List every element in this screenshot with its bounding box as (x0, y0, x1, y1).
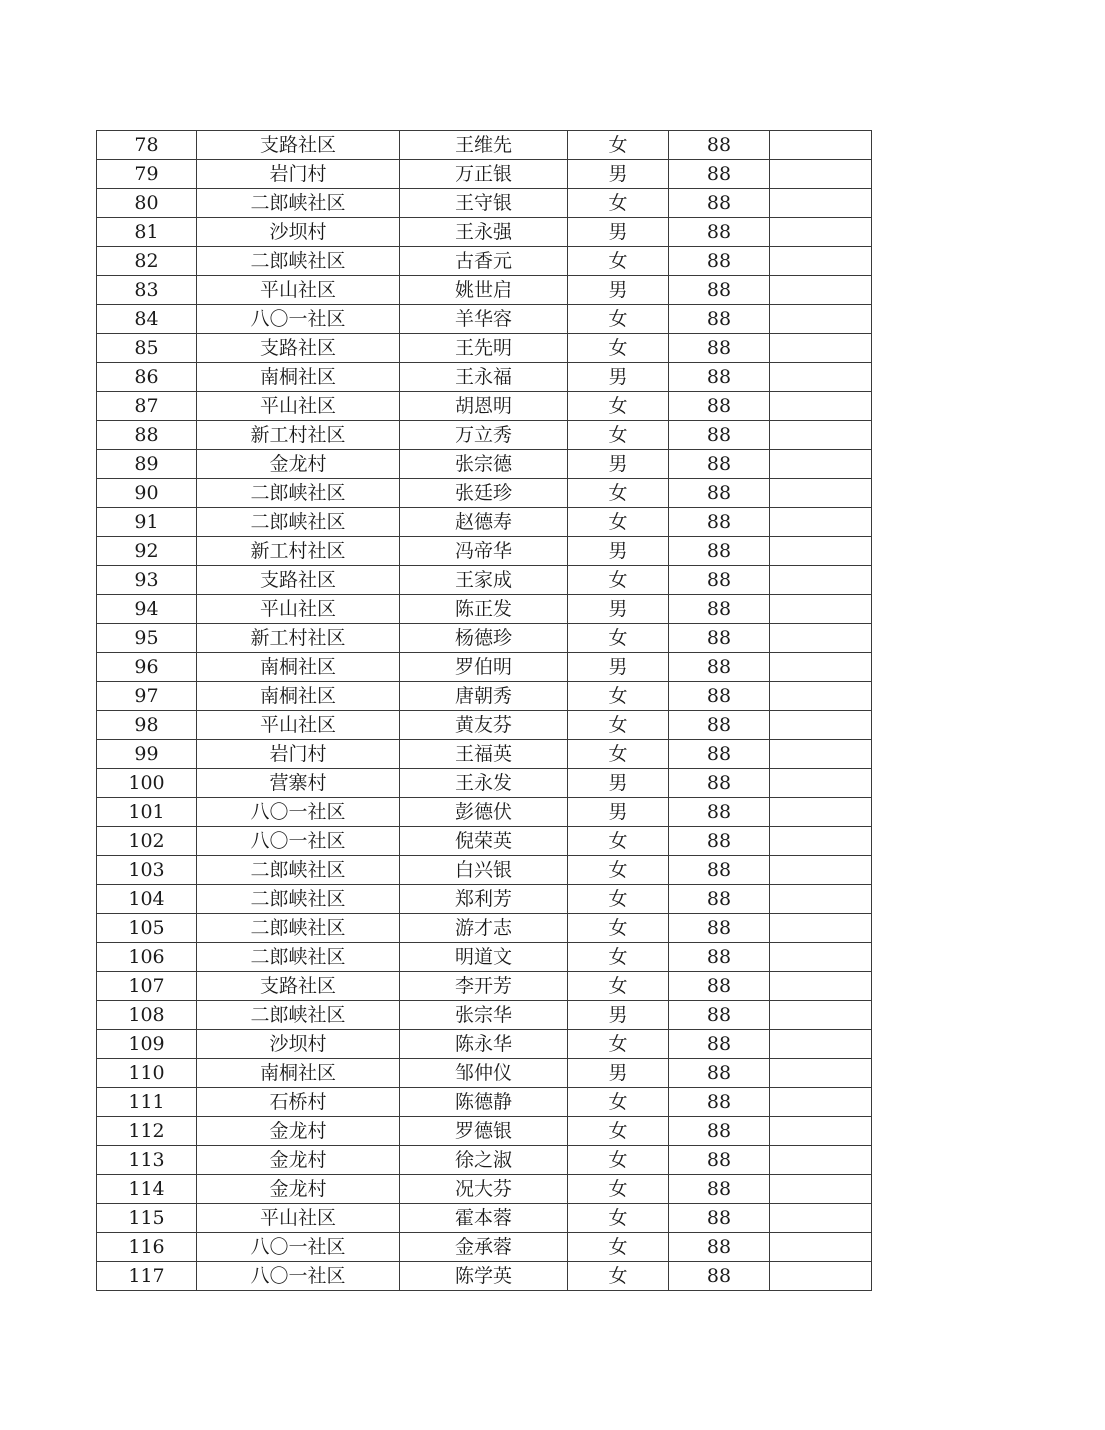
gender-cell: 男 (568, 218, 669, 247)
table-row (97, 479, 872, 508)
row-number-cell: 86 (97, 363, 197, 392)
community-cell: 新工村社区 (197, 421, 400, 450)
table-row (97, 624, 872, 653)
row-number-cell: 115 (97, 1204, 197, 1233)
age-cell: 88 (669, 218, 770, 247)
name-cell: 李开芳 (400, 972, 568, 1001)
note-cell (770, 363, 872, 392)
gender-cell: 女 (568, 1117, 669, 1146)
age-cell: 88 (669, 1233, 770, 1262)
age-cell: 88 (669, 450, 770, 479)
age-cell: 88 (669, 189, 770, 218)
row-number-cell: 108 (97, 1001, 197, 1030)
table-row (97, 1233, 872, 1262)
community-cell: 营寨村 (197, 769, 400, 798)
row-number-cell: 83 (97, 276, 197, 305)
community-cell: 岩门村 (197, 740, 400, 769)
community-cell: 八〇一社区 (197, 798, 400, 827)
community-cell: 二郎峡社区 (197, 508, 400, 537)
age-cell: 88 (669, 1146, 770, 1175)
note-cell (770, 624, 872, 653)
table-row (97, 218, 872, 247)
community-cell: 平山社区 (197, 276, 400, 305)
age-cell: 88 (669, 479, 770, 508)
table-row (97, 363, 872, 392)
name-cell: 王先明 (400, 334, 568, 363)
table-row (97, 160, 872, 189)
age-cell: 88 (669, 160, 770, 189)
gender-cell: 女 (568, 682, 669, 711)
row-number-cell: 80 (97, 189, 197, 218)
age-cell: 88 (669, 769, 770, 798)
age-cell: 88 (669, 363, 770, 392)
gender-cell: 女 (568, 827, 669, 856)
table-row (97, 972, 872, 1001)
name-cell: 王永发 (400, 769, 568, 798)
table-row (97, 1030, 872, 1059)
age-cell: 88 (669, 334, 770, 363)
note-cell (770, 392, 872, 421)
note-cell (770, 160, 872, 189)
name-cell: 游才志 (400, 914, 568, 943)
note-cell (770, 508, 872, 537)
name-cell: 霍本蓉 (400, 1204, 568, 1233)
table-row (97, 653, 872, 682)
community-cell: 石桥村 (197, 1088, 400, 1117)
table-row (97, 1204, 872, 1233)
name-cell: 姚世启 (400, 276, 568, 305)
age-cell: 88 (669, 1001, 770, 1030)
age-cell: 88 (669, 305, 770, 334)
name-cell: 王福英 (400, 740, 568, 769)
table-row (97, 305, 872, 334)
community-cell: 支路社区 (197, 334, 400, 363)
note-cell (770, 218, 872, 247)
gender-cell: 女 (568, 508, 669, 537)
community-cell: 二郎峡社区 (197, 1001, 400, 1030)
name-cell: 万立秀 (400, 421, 568, 450)
note-cell (770, 885, 872, 914)
age-cell: 88 (669, 508, 770, 537)
community-cell: 岩门村 (197, 160, 400, 189)
note-cell (770, 247, 872, 276)
community-cell: 二郎峡社区 (197, 943, 400, 972)
gender-cell: 女 (568, 334, 669, 363)
gender-cell: 女 (568, 1146, 669, 1175)
row-number-cell: 87 (97, 392, 197, 421)
name-cell: 郑利芳 (400, 885, 568, 914)
table-row (97, 740, 872, 769)
age-cell: 88 (669, 798, 770, 827)
community-cell: 八〇一社区 (197, 305, 400, 334)
table-row (97, 711, 872, 740)
age-cell: 88 (669, 827, 770, 856)
row-number-cell: 112 (97, 1117, 197, 1146)
table-row (97, 1088, 872, 1117)
table-row (97, 1117, 872, 1146)
community-cell: 沙坝村 (197, 218, 400, 247)
community-cell: 金龙村 (197, 1117, 400, 1146)
note-cell (770, 653, 872, 682)
row-number-cell: 97 (97, 682, 197, 711)
table-row (97, 450, 872, 479)
name-cell: 白兴银 (400, 856, 568, 885)
community-cell: 支路社区 (197, 131, 400, 160)
community-cell: 金龙村 (197, 450, 400, 479)
note-cell (770, 479, 872, 508)
row-number-cell: 92 (97, 537, 197, 566)
gender-cell: 女 (568, 885, 669, 914)
name-cell: 冯帝华 (400, 537, 568, 566)
note-cell (770, 827, 872, 856)
row-number-cell: 79 (97, 160, 197, 189)
community-cell: 八〇一社区 (197, 1262, 400, 1291)
community-cell: 二郎峡社区 (197, 856, 400, 885)
age-cell: 88 (669, 711, 770, 740)
gender-cell: 男 (568, 595, 669, 624)
name-cell: 古香元 (400, 247, 568, 276)
age-cell: 88 (669, 1088, 770, 1117)
age-cell: 88 (669, 972, 770, 1001)
community-cell: 平山社区 (197, 711, 400, 740)
table-row (97, 595, 872, 624)
name-cell: 金承蓉 (400, 1233, 568, 1262)
gender-cell: 女 (568, 305, 669, 334)
note-cell (770, 450, 872, 479)
community-cell: 沙坝村 (197, 1030, 400, 1059)
gender-cell: 女 (568, 392, 669, 421)
row-number-cell: 114 (97, 1175, 197, 1204)
name-cell: 王守银 (400, 189, 568, 218)
row-number-cell: 78 (97, 131, 197, 160)
community-cell: 金龙村 (197, 1146, 400, 1175)
gender-cell: 女 (568, 131, 669, 160)
note-cell (770, 595, 872, 624)
age-cell: 88 (669, 885, 770, 914)
age-cell: 88 (669, 1175, 770, 1204)
age-cell: 88 (669, 740, 770, 769)
community-cell: 平山社区 (197, 1204, 400, 1233)
note-cell (770, 943, 872, 972)
community-cell: 南桐社区 (197, 653, 400, 682)
table-row (97, 189, 872, 218)
community-cell: 八〇一社区 (197, 1233, 400, 1262)
table-row (97, 1146, 872, 1175)
table-row (97, 798, 872, 827)
row-number-cell: 90 (97, 479, 197, 508)
table-row (97, 334, 872, 363)
community-cell: 新工村社区 (197, 624, 400, 653)
note-cell (770, 740, 872, 769)
age-cell: 88 (669, 856, 770, 885)
name-cell: 杨德珍 (400, 624, 568, 653)
community-cell: 南桐社区 (197, 363, 400, 392)
age-cell: 88 (669, 131, 770, 160)
row-number-cell: 91 (97, 508, 197, 537)
age-cell: 88 (669, 1117, 770, 1146)
gender-cell: 女 (568, 914, 669, 943)
community-cell: 支路社区 (197, 566, 400, 595)
table-row (97, 1001, 872, 1030)
age-cell: 88 (669, 276, 770, 305)
roster-table (96, 130, 872, 1291)
row-number-cell: 101 (97, 798, 197, 827)
table-row (97, 943, 872, 972)
name-cell: 羊华容 (400, 305, 568, 334)
note-cell (770, 566, 872, 595)
note-cell (770, 276, 872, 305)
note-cell (770, 1146, 872, 1175)
note-cell (770, 856, 872, 885)
age-cell: 88 (669, 682, 770, 711)
row-number-cell: 105 (97, 914, 197, 943)
name-cell: 唐朝秀 (400, 682, 568, 711)
community-cell: 平山社区 (197, 392, 400, 421)
row-number-cell: 94 (97, 595, 197, 624)
name-cell: 赵德寿 (400, 508, 568, 537)
row-number-cell: 81 (97, 218, 197, 247)
age-cell: 88 (669, 392, 770, 421)
note-cell (770, 914, 872, 943)
age-cell: 88 (669, 537, 770, 566)
note-cell (770, 131, 872, 160)
note-cell (770, 1117, 872, 1146)
age-cell: 88 (669, 653, 770, 682)
gender-cell: 男 (568, 1059, 669, 1088)
row-number-cell: 110 (97, 1059, 197, 1088)
gender-cell: 女 (568, 624, 669, 653)
community-cell: 平山社区 (197, 595, 400, 624)
community-cell: 支路社区 (197, 972, 400, 1001)
note-cell (770, 798, 872, 827)
row-number-cell: 88 (97, 421, 197, 450)
row-number-cell: 93 (97, 566, 197, 595)
table-row (97, 827, 872, 856)
row-number-cell: 82 (97, 247, 197, 276)
row-number-cell: 113 (97, 1146, 197, 1175)
gender-cell: 男 (568, 1001, 669, 1030)
name-cell: 徐之淑 (400, 1146, 568, 1175)
row-number-cell: 100 (97, 769, 197, 798)
name-cell: 倪荣英 (400, 827, 568, 856)
name-cell: 张宗德 (400, 450, 568, 479)
note-cell (770, 189, 872, 218)
age-cell: 88 (669, 1204, 770, 1233)
row-number-cell: 85 (97, 334, 197, 363)
name-cell: 张廷珍 (400, 479, 568, 508)
name-cell: 陈德静 (400, 1088, 568, 1117)
row-number-cell: 103 (97, 856, 197, 885)
note-cell (770, 421, 872, 450)
gender-cell: 女 (568, 479, 669, 508)
note-cell (770, 1059, 872, 1088)
name-cell: 陈正发 (400, 595, 568, 624)
gender-cell: 男 (568, 160, 669, 189)
name-cell: 罗德银 (400, 1117, 568, 1146)
age-cell: 88 (669, 943, 770, 972)
gender-cell: 男 (568, 276, 669, 305)
gender-cell: 女 (568, 1175, 669, 1204)
name-cell: 黄友芬 (400, 711, 568, 740)
gender-cell: 女 (568, 1262, 669, 1291)
gender-cell: 女 (568, 972, 669, 1001)
gender-cell: 女 (568, 1204, 669, 1233)
row-number-cell: 96 (97, 653, 197, 682)
table-row (97, 1059, 872, 1088)
community-cell: 二郎峡社区 (197, 247, 400, 276)
row-number-cell: 107 (97, 972, 197, 1001)
gender-cell: 女 (568, 1233, 669, 1262)
name-cell: 王维先 (400, 131, 568, 160)
age-cell: 88 (669, 566, 770, 595)
community-cell: 二郎峡社区 (197, 189, 400, 218)
table-row (97, 1262, 872, 1291)
note-cell (770, 1001, 872, 1030)
gender-cell: 女 (568, 1030, 669, 1059)
note-cell (770, 537, 872, 566)
table-row (97, 914, 872, 943)
gender-cell: 男 (568, 450, 669, 479)
note-cell (770, 1262, 872, 1291)
row-number-cell: 116 (97, 1233, 197, 1262)
note-cell (770, 1175, 872, 1204)
age-cell: 88 (669, 421, 770, 450)
table-row (97, 856, 872, 885)
gender-cell: 男 (568, 537, 669, 566)
name-cell: 陈学英 (400, 1262, 568, 1291)
gender-cell: 男 (568, 363, 669, 392)
community-cell: 南桐社区 (197, 682, 400, 711)
age-cell: 88 (669, 1262, 770, 1291)
age-cell: 88 (669, 595, 770, 624)
row-number-cell: 106 (97, 943, 197, 972)
note-cell (770, 305, 872, 334)
community-cell: 八〇一社区 (197, 827, 400, 856)
note-cell (770, 682, 872, 711)
gender-cell: 女 (568, 711, 669, 740)
name-cell: 胡恩明 (400, 392, 568, 421)
row-number-cell: 109 (97, 1030, 197, 1059)
age-cell: 88 (669, 1030, 770, 1059)
gender-cell: 女 (568, 1088, 669, 1117)
table-row (97, 537, 872, 566)
table-row (97, 682, 872, 711)
name-cell: 况大芬 (400, 1175, 568, 1204)
community-cell: 二郎峡社区 (197, 914, 400, 943)
gender-cell: 女 (568, 856, 669, 885)
gender-cell: 女 (568, 421, 669, 450)
row-number-cell: 102 (97, 827, 197, 856)
note-cell (770, 1030, 872, 1059)
table-row (97, 769, 872, 798)
gender-cell: 女 (568, 740, 669, 769)
gender-cell: 女 (568, 943, 669, 972)
table-row (97, 566, 872, 595)
note-cell (770, 711, 872, 740)
name-cell: 陈永华 (400, 1030, 568, 1059)
name-cell: 王永福 (400, 363, 568, 392)
roster-table-body (97, 131, 872, 1291)
row-number-cell: 117 (97, 1262, 197, 1291)
age-cell: 88 (669, 247, 770, 276)
table-row (97, 131, 872, 160)
gender-cell: 男 (568, 798, 669, 827)
table-row (97, 885, 872, 914)
age-cell: 88 (669, 914, 770, 943)
name-cell: 邹仲仪 (400, 1059, 568, 1088)
table-row (97, 1175, 872, 1204)
name-cell: 明道文 (400, 943, 568, 972)
name-cell: 王永强 (400, 218, 568, 247)
name-cell: 张宗华 (400, 1001, 568, 1030)
name-cell: 王家成 (400, 566, 568, 595)
note-cell (770, 972, 872, 1001)
name-cell: 万正银 (400, 160, 568, 189)
row-number-cell: 98 (97, 711, 197, 740)
table-row (97, 508, 872, 537)
row-number-cell: 89 (97, 450, 197, 479)
row-number-cell: 104 (97, 885, 197, 914)
gender-cell: 女 (568, 566, 669, 595)
note-cell (770, 1233, 872, 1262)
note-cell (770, 334, 872, 363)
age-cell: 88 (669, 624, 770, 653)
age-cell: 88 (669, 1059, 770, 1088)
community-cell: 金龙村 (197, 1175, 400, 1204)
community-cell: 新工村社区 (197, 537, 400, 566)
community-cell: 二郎峡社区 (197, 479, 400, 508)
note-cell (770, 769, 872, 798)
community-cell: 二郎峡社区 (197, 885, 400, 914)
table-row (97, 421, 872, 450)
note-cell (770, 1088, 872, 1117)
gender-cell: 男 (568, 653, 669, 682)
table-row (97, 247, 872, 276)
row-number-cell: 84 (97, 305, 197, 334)
table-row (97, 392, 872, 421)
gender-cell: 男 (568, 769, 669, 798)
row-number-cell: 99 (97, 740, 197, 769)
table-row (97, 276, 872, 305)
row-number-cell: 95 (97, 624, 197, 653)
gender-cell: 女 (568, 247, 669, 276)
row-number-cell: 111 (97, 1088, 197, 1117)
name-cell: 彭德伏 (400, 798, 568, 827)
community-cell: 南桐社区 (197, 1059, 400, 1088)
note-cell (770, 1204, 872, 1233)
gender-cell: 女 (568, 189, 669, 218)
name-cell: 罗伯明 (400, 653, 568, 682)
